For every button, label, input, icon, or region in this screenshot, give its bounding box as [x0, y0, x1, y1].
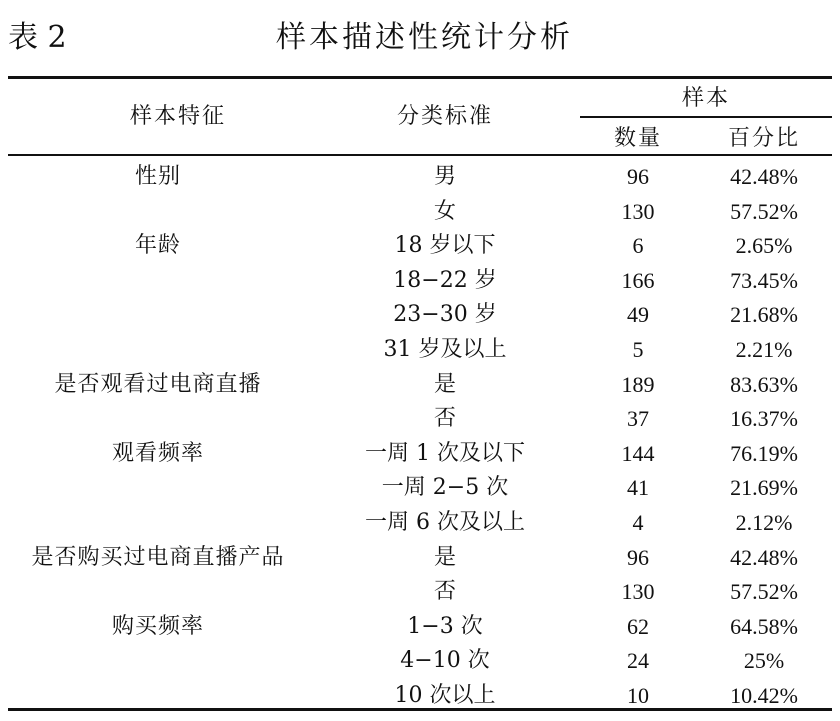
- row-percent: 83.63%: [730, 371, 798, 397]
- row-percent: 57.52%: [730, 579, 798, 605]
- header-percent: 百分比: [727, 126, 800, 151]
- table-label: 表 2: [8, 20, 67, 55]
- sample-sub-rule: [580, 116, 832, 118]
- row-percent: 16.37%: [730, 406, 798, 432]
- row-percent: 2.12%: [735, 509, 793, 535]
- row-percent: 64.58%: [730, 613, 798, 639]
- table-row: [0, 229, 840, 264]
- row-criteria: 1−3 次: [407, 613, 483, 639]
- table-row: [0, 368, 840, 403]
- row-criteria: 一周 1 次及以下: [365, 440, 525, 466]
- row-percent: 21.68%: [730, 302, 798, 328]
- row-criteria: 是: [433, 371, 456, 397]
- row-count: 37: [627, 406, 649, 432]
- row-criteria: 18 岁以下: [394, 233, 496, 259]
- row-percent: 42.48%: [730, 164, 798, 189]
- row-percent: 57.52%: [730, 198, 798, 224]
- table-row: [0, 160, 840, 195]
- row-criteria: 否: [433, 579, 456, 605]
- row-criteria: 女: [433, 198, 456, 224]
- row-criteria: 一周 6 次及以上: [365, 509, 525, 535]
- row-feature: 是否观看过电商直播: [54, 371, 262, 397]
- row-count: 5: [632, 336, 644, 362]
- row-count: 4: [632, 509, 644, 535]
- table-row: [0, 541, 840, 576]
- row-count: 96: [627, 544, 649, 570]
- row-count: 6: [632, 233, 644, 259]
- header-sample: 样本: [681, 86, 730, 111]
- row-criteria: 18−22 岁: [393, 267, 497, 293]
- table-row: [0, 506, 840, 541]
- table-row: [0, 402, 840, 437]
- row-count: 130: [621, 198, 655, 224]
- row-percent: 73.45%: [730, 267, 798, 293]
- row-criteria: 10 次以上: [394, 682, 496, 708]
- row-count: 130: [621, 579, 655, 605]
- table-body: [0, 160, 840, 714]
- row-criteria: 4−10 次: [400, 648, 490, 674]
- row-criteria: 男: [433, 164, 456, 189]
- row-feature: 性别: [134, 164, 181, 189]
- row-percent: 76.19%: [730, 440, 798, 466]
- row-criteria: 31 岁及以上: [383, 336, 507, 362]
- table-row: [0, 575, 840, 610]
- row-percent: 2.21%: [735, 336, 793, 362]
- row-feature: 观看频率: [111, 440, 204, 466]
- table-row: [0, 610, 840, 645]
- row-count: 24: [627, 648, 649, 674]
- row-count: 41: [627, 475, 649, 501]
- table-row: [0, 333, 840, 368]
- row-count: 49: [627, 302, 649, 328]
- row-criteria: 否: [433, 406, 456, 432]
- row-percent: 25%: [743, 648, 785, 674]
- header-feature: 样本特征: [129, 104, 226, 129]
- row-count: 10: [627, 682, 649, 708]
- header-bottom-rule: [8, 154, 832, 156]
- row-feature: 年龄: [134, 233, 181, 259]
- table-row: [0, 644, 840, 679]
- row-percent: 2.65%: [735, 233, 793, 259]
- table-row: [0, 437, 840, 472]
- row-count: 62: [627, 613, 649, 639]
- row-percent: 10.42%: [730, 682, 798, 708]
- table-row: [0, 264, 840, 299]
- bottom-rule: [8, 708, 832, 711]
- table-row: [0, 298, 840, 333]
- row-count: 96: [627, 164, 649, 189]
- row-criteria: 是: [433, 544, 456, 570]
- row-feature: 是否购买过电商直播产品: [31, 544, 285, 570]
- row-criteria: 一周 2−5 次: [381, 475, 509, 501]
- top-rule: [8, 76, 832, 79]
- row-criteria: 23−30 岁: [393, 302, 497, 328]
- row-feature: 购买频率: [111, 613, 204, 639]
- header-criteria: 分类标准: [396, 104, 493, 129]
- row-count: 166: [621, 267, 655, 293]
- row-percent: 21.69%: [730, 475, 798, 501]
- row-count: 144: [621, 440, 655, 466]
- table-title: 样本描述性统计分析: [276, 20, 573, 55]
- row-count: 189: [621, 371, 655, 397]
- row-percent: 42.48%: [730, 544, 798, 570]
- table-row: [0, 195, 840, 230]
- header-count: 数量: [613, 126, 662, 151]
- table-row: [0, 471, 840, 506]
